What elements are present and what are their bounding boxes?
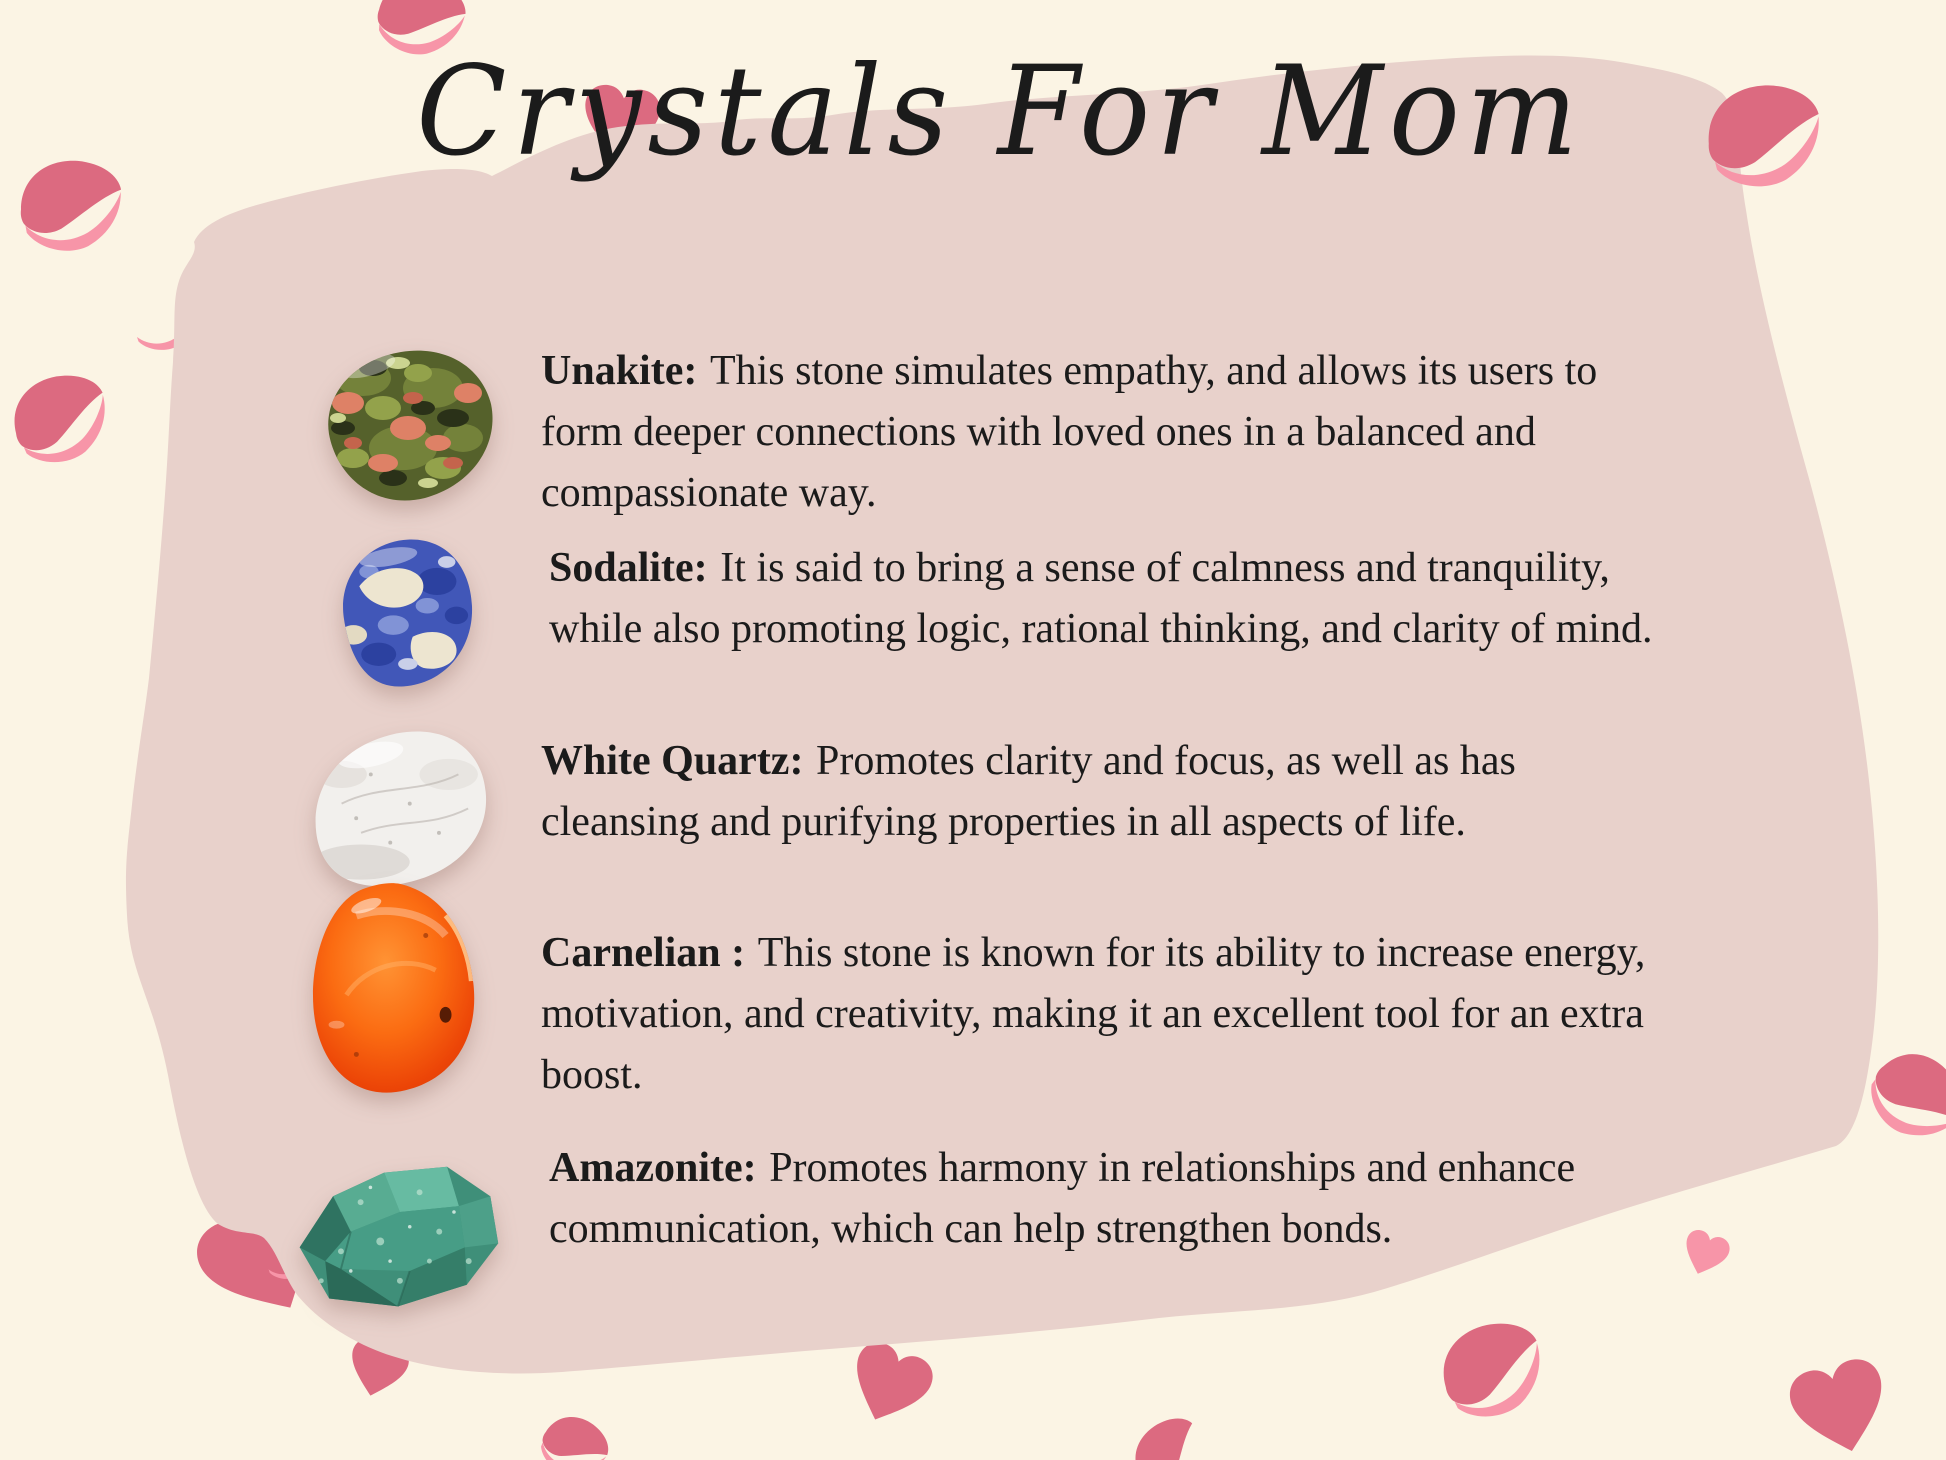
unakite-stone-image [313,338,503,518]
entry-sodalite [549,538,1674,660]
entry-label: Amazonite: [549,1145,757,1191]
entry-label: Unakite: [541,348,698,394]
sodalite-stone-image [318,528,488,698]
petal-icon [1123,1409,1212,1460]
entry-description: Promotes clarity and focus, as well as has cleansing and purifying properties in all aspects of life. [541,738,1516,845]
entry-white-quartz [541,731,1666,853]
petal-icon [10,372,110,466]
entry-description: This stone is known for its ability to increase energy, motivation, and creativity, making it an excellent tool for an extra boost. [541,930,1646,1098]
petal-icon [16,154,125,258]
petal-icon [531,1404,617,1460]
entry-carnelian [541,923,1666,1106]
entry-label: Carnelian : [541,930,746,976]
entry-description: It is said to bring a sense of calmness and tranquility, while also promoting logic, rational thinking, and clarity of mind. [549,545,1653,652]
heart-icon [1677,1227,1733,1282]
white-quartz-stone-image [300,716,500,901]
carnelian-stone-image [296,876,496,1104]
heart-icon [1784,1354,1896,1460]
entry-unakite [541,341,1666,524]
entry-label: White Quartz: [541,738,804,784]
entry-amazonite [549,1138,1674,1260]
heart-icon [839,1336,939,1434]
petal-icon [1858,1037,1946,1155]
page-title: Crystals For Mom [416,38,1584,184]
petal-icon [1437,1318,1546,1422]
entry-description: This stone simulates empathy, and allows its users to form deeper connections with loved ones in a balanced and compassionate way. [541,348,1598,516]
entry-label: Sodalite: [549,545,708,591]
amazonite-stone-image [280,1153,510,1325]
entry-description: Promotes harmony in relationships and enhance communication, which can help strengthen bonds. [549,1145,1576,1252]
